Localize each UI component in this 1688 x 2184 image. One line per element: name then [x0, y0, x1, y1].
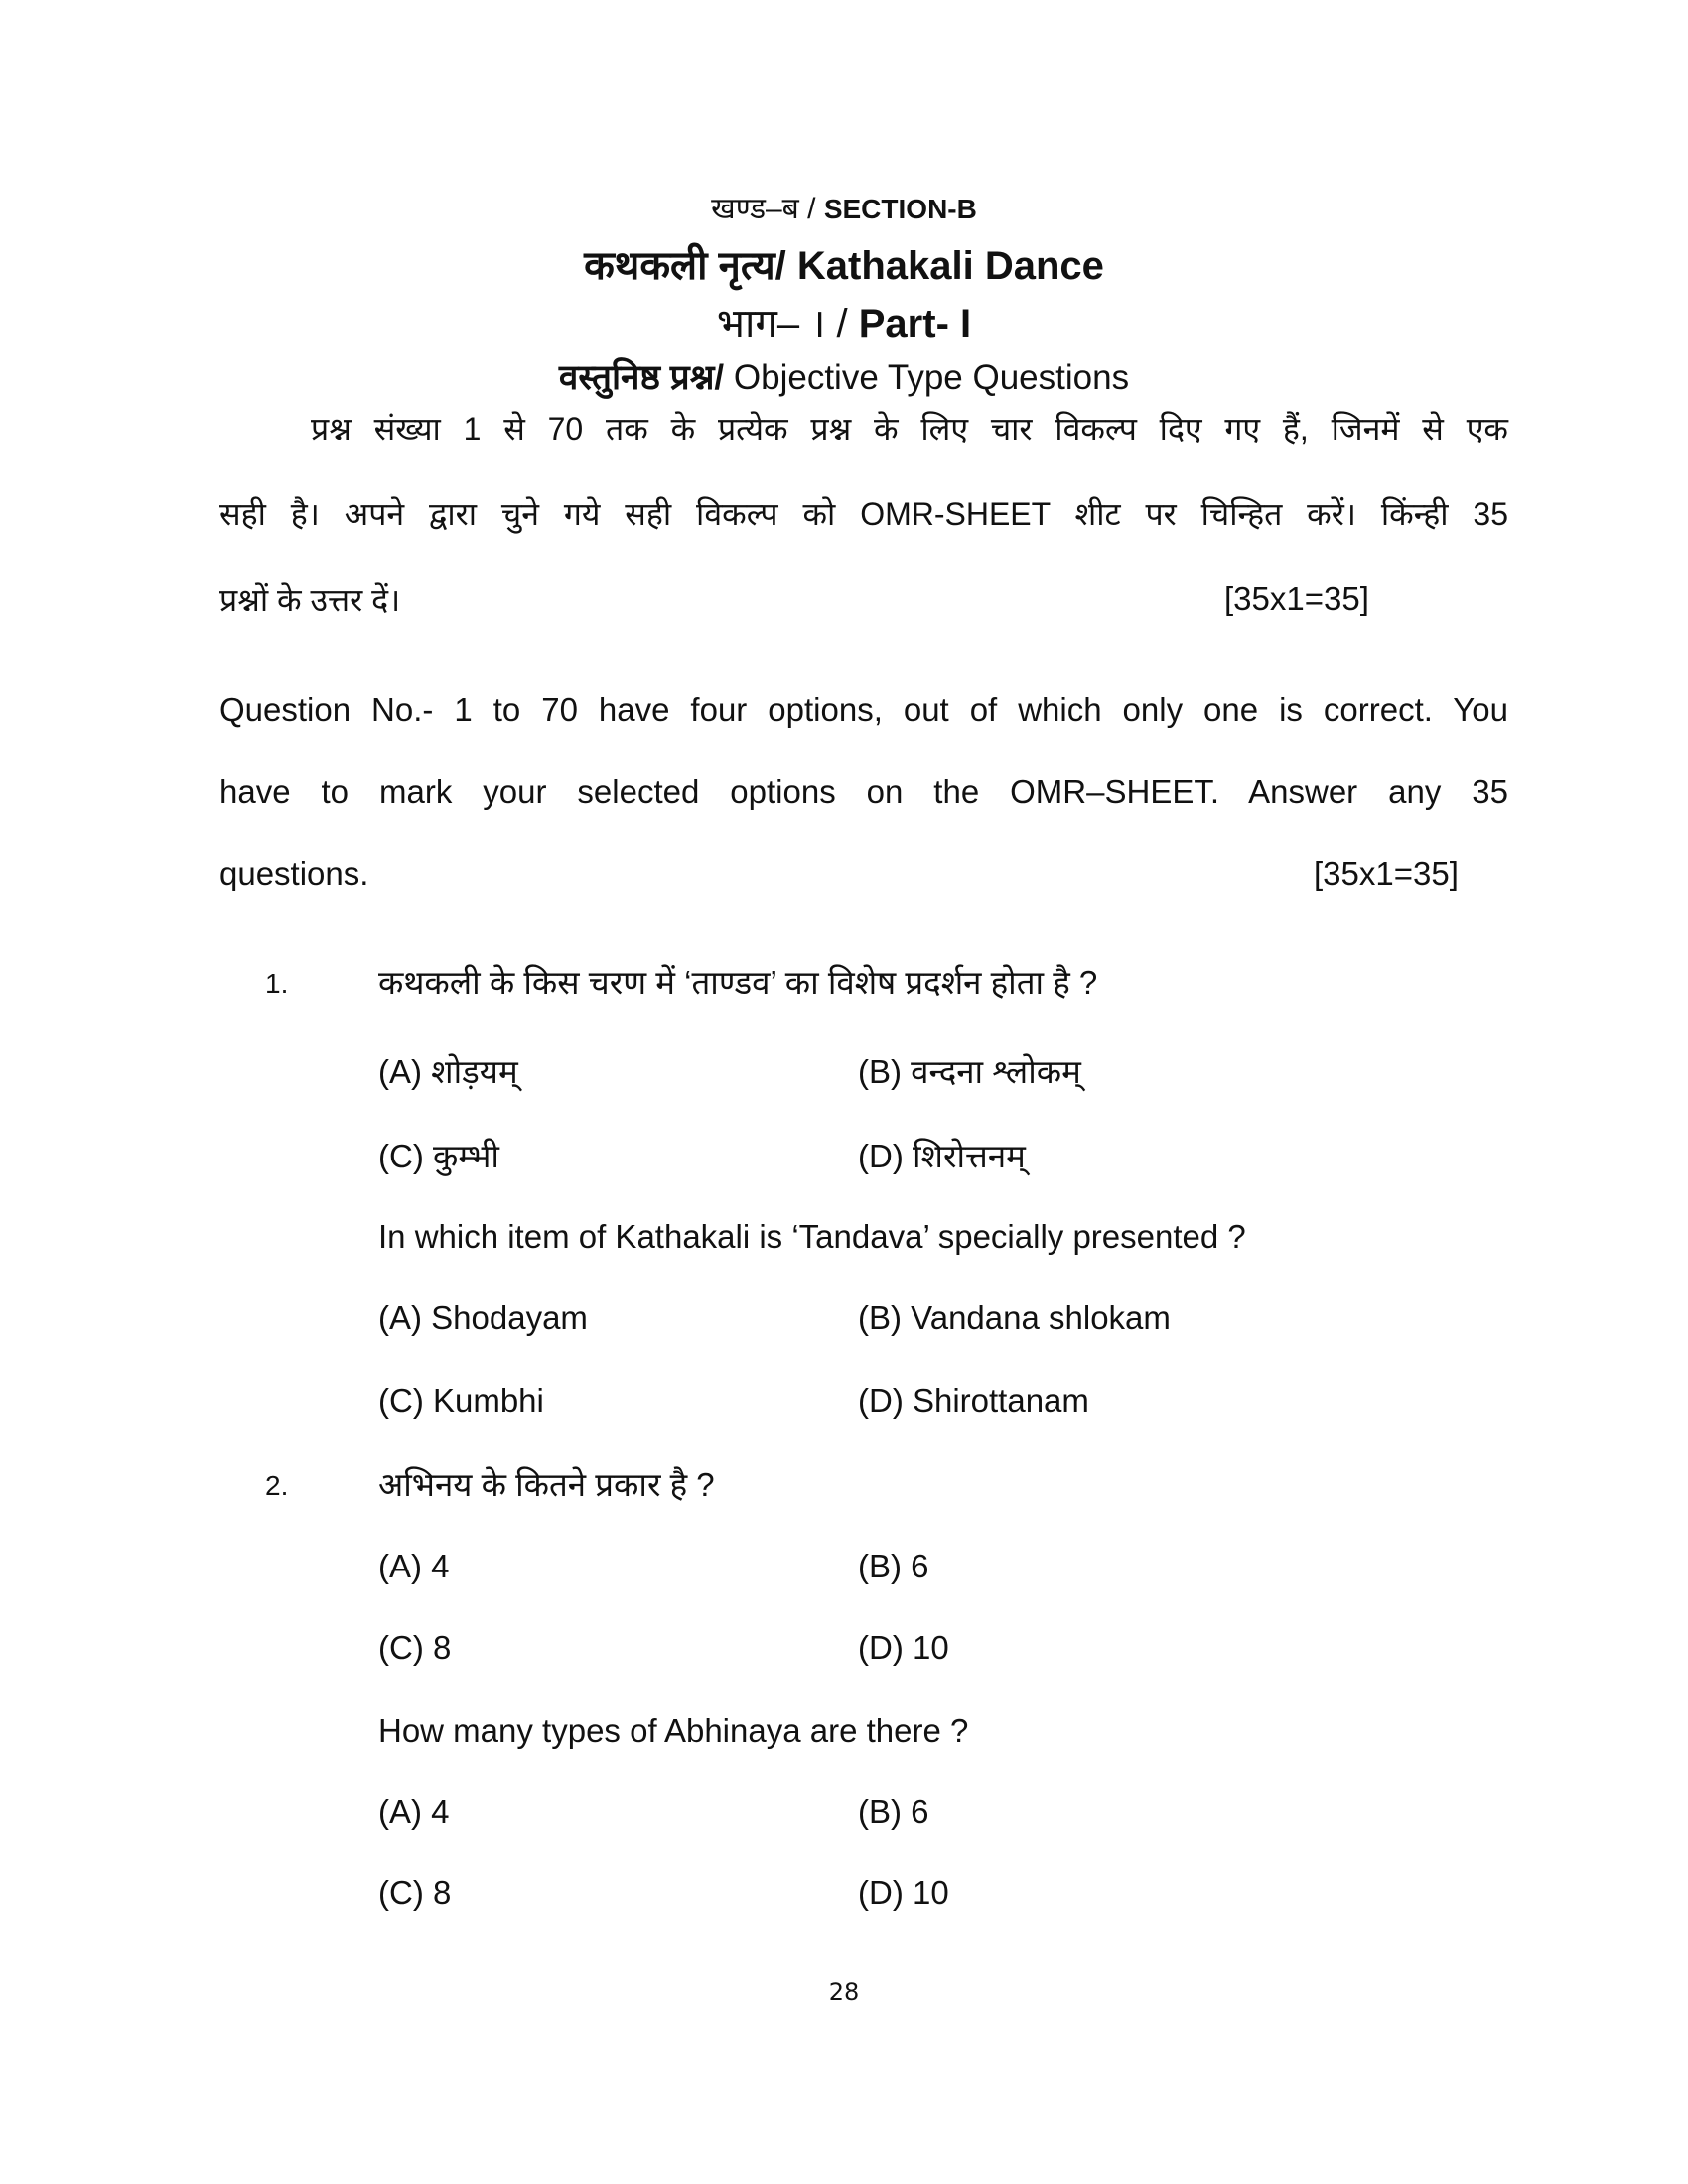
instruction-english-line: questions. [219, 855, 369, 891]
question-type-hindi: वस्तुनिष्ठ प्रश्न/ [558, 358, 734, 397]
instruction-hindi-line: प्रश्नों के उत्तर दें। [219, 582, 401, 617]
option-a-hindi: (A) शोड़यम् [378, 1053, 518, 1090]
part-heading [0, 294, 1688, 348]
option-a-english: (A) Shodayam [378, 1299, 588, 1336]
marks-english: [35x1=35] [1314, 855, 1459, 891]
subject-title-english: Kathakali Dance [796, 244, 1104, 288]
option-d-english: (D) 10 [858, 1874, 949, 1911]
part-heading-hindi: भाग– । / [716, 302, 859, 345]
marks-hindi: [35x1=35] [1224, 580, 1369, 616]
question-number: 1. [265, 968, 289, 999]
part-heading-english: Part- I [858, 302, 972, 345]
option-b-english: (B) 6 [858, 1793, 929, 1830]
option-d-hindi: (D) 10 [858, 1629, 949, 1666]
page-number: 28 [828, 1979, 860, 2006]
option-c-english: (C) Kumbhi [378, 1382, 544, 1419]
option-a-english: (A) 4 [378, 1793, 450, 1830]
subject-title-hindi: कथकली नृत्य/ [584, 244, 797, 288]
option-d-hindi: (D) शिरोत्तनम् [858, 1138, 1026, 1174]
question-text-english: In which item of Kathakali is ‘Tandava’ specially presented ? [378, 1218, 1246, 1255]
section-heading-hindi: खण्ड–ब [711, 193, 799, 225]
instruction-english-line: have to mark your selected options on the OMR–SHEET. Answer any 35 [219, 773, 1508, 810]
instruction-hindi-line: प्रश्न संख्या 1 से 70 तक के प्रत्येक प्रश्न के लिए चार विकल्प दिए गए हैं, जिनमें से एक [311, 411, 1508, 447]
option-c-english: (C) 8 [378, 1874, 452, 1911]
subject-title [0, 236, 1688, 291]
section-heading [0, 187, 1688, 227]
question-text-english: How many types of Abhinaya are there ? [378, 1712, 969, 1749]
option-b-hindi: (B) वन्दना श्लोकम् [858, 1053, 1081, 1090]
question-type-heading [0, 353, 1688, 400]
instruction-english-line: Question No.- 1 to 70 have four options, out of which only one is correct. You [219, 691, 1508, 728]
option-a-hindi: (A) 4 [378, 1548, 450, 1584]
option-c-hindi: (C) 8 [378, 1629, 452, 1666]
option-c-hindi: (C) कुम्भी [378, 1138, 499, 1174]
question-type-english: Objective Type Questions [733, 358, 1130, 397]
instruction-hindi-line: सही है। अपने द्वारा चुने गये सही विकल्प को OMR-SHEET शीट पर चिन्हित करें। किंन्ही 35 [219, 496, 1508, 532]
option-b-english: (B) Vandana shlokam [858, 1299, 1171, 1336]
section-heading-english: SECTION-B [823, 194, 977, 224]
question-text-hindi: कथकली के किस चरण में ‘ताण्डव’ का विशेष प्रदर्शन होता है ? [378, 964, 1098, 1001]
section-heading-separator: / [798, 193, 824, 225]
question-number: 2. [265, 1470, 289, 1501]
question-text-hindi: अभिनय के कितने प्रकार है ? [378, 1466, 715, 1503]
option-b-hindi: (B) 6 [858, 1548, 929, 1584]
option-d-english: (D) Shirottanam [858, 1382, 1089, 1419]
